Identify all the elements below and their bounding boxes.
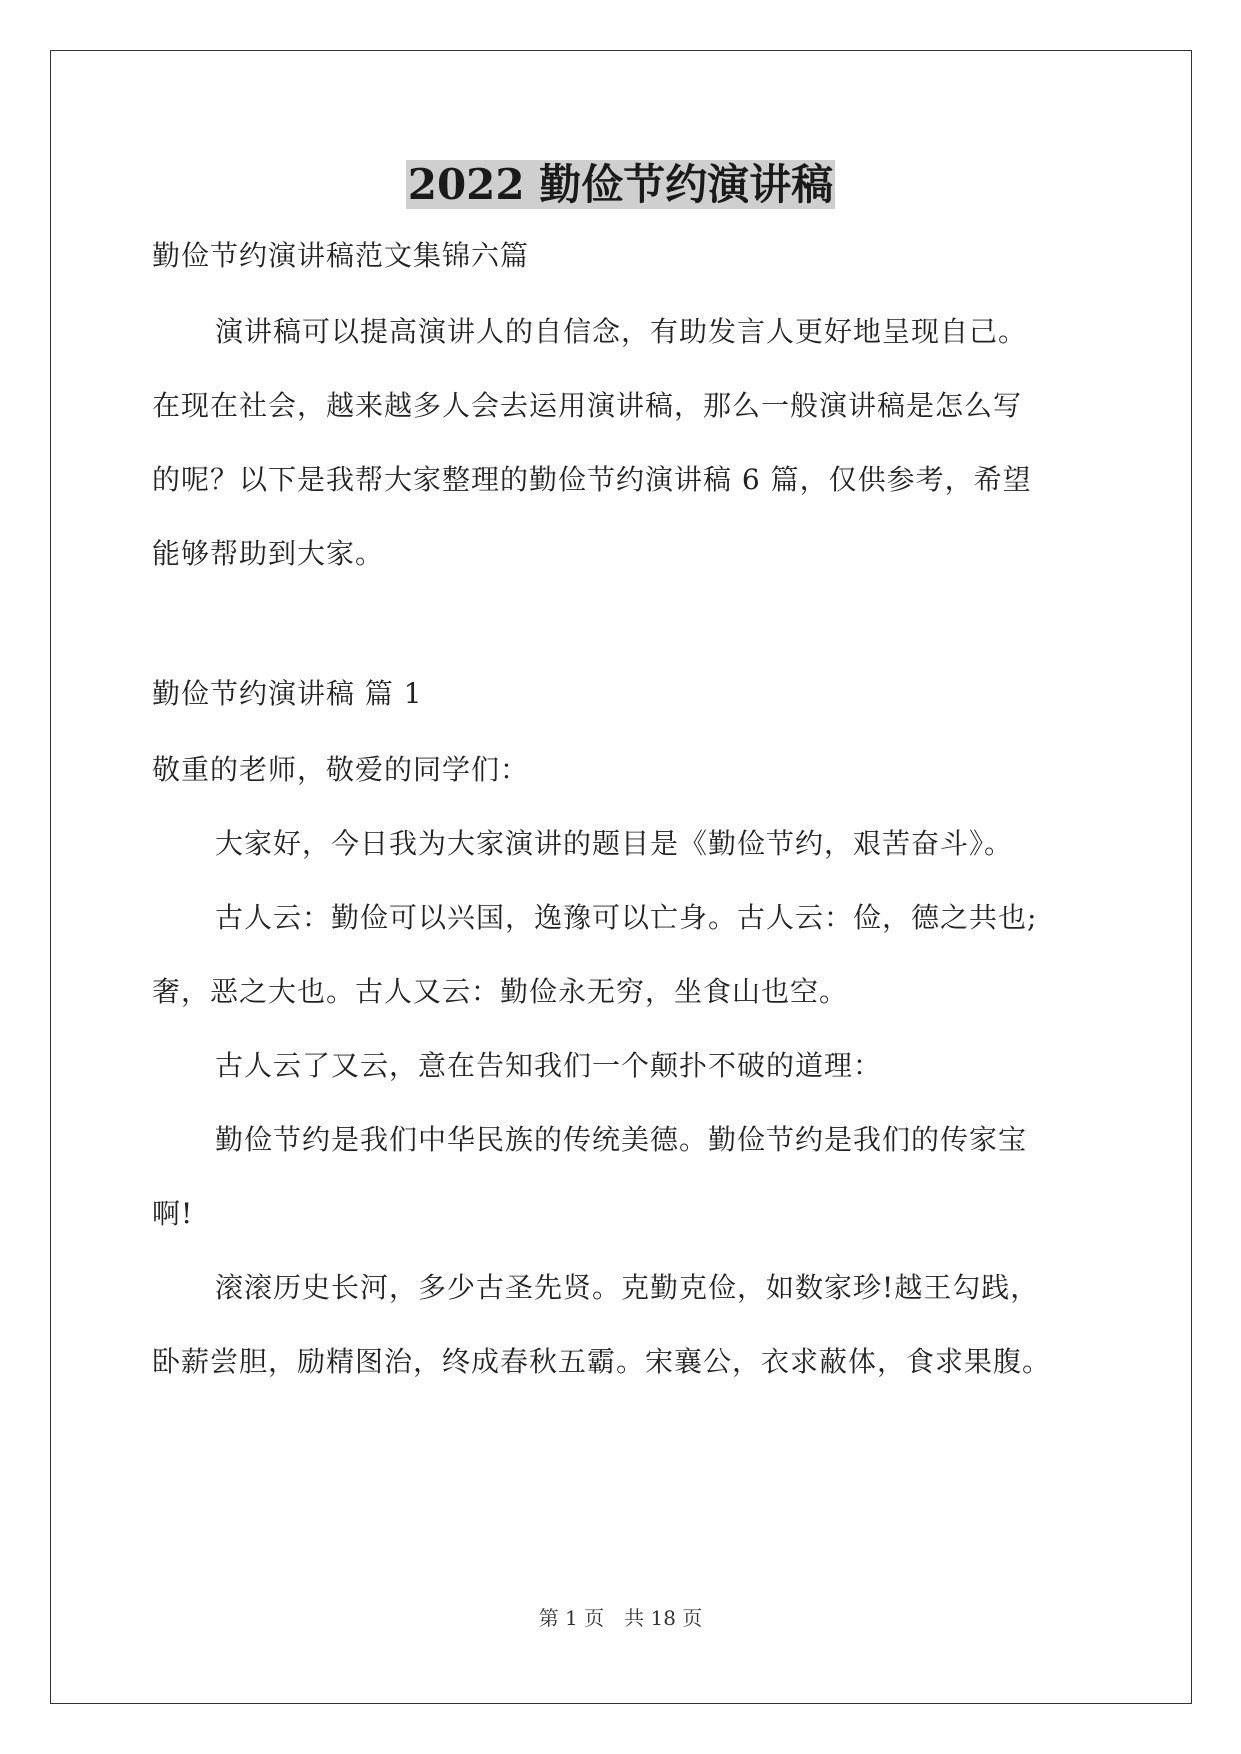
title-text: 2022 勤俭节约演讲稿	[407, 160, 834, 209]
paragraph-line: 的呢？以下是我帮大家整理的勤俭节约演讲稿 6 篇，仅供参考，希望	[152, 463, 1032, 496]
paragraph-line: 滚滚历史长河，多少古圣先贤。克勤克俭，如数家珍!越王勾践，	[215, 1271, 1040, 1304]
section-heading: 勤俭节约演讲稿 篇 1	[152, 677, 423, 710]
subtitle-line: 勤俭节约演讲稿范文集锦六篇	[152, 239, 530, 272]
paragraph-line: 能够帮助到大家。	[152, 537, 385, 570]
paragraph-line: 勤俭节约是我们中华民族的传统美德。勤俭节约是我们的传家宝	[215, 1123, 1028, 1156]
salutation-line: 敬重的老师，敬爱的同学们：	[152, 753, 530, 786]
paragraph-line: 啊!	[152, 1197, 194, 1230]
paragraph-line: 奢，恶之大也。古人又云：勤俭永无穷，坐食山也空。	[152, 975, 849, 1008]
page-number: 第 1 页 共 18 页	[538, 1606, 703, 1630]
paragraph-line: 古人云了又云，意在告知我们一个颠扑不破的道理：	[215, 1049, 883, 1082]
paragraph-line: 卧薪尝胆，励精图治，终成春秋五霸。宋襄公，衣求蔽体，食求果腹。	[152, 1345, 1052, 1378]
page-border	[50, 50, 1192, 1704]
paragraph-line: 演讲稿可以提高演讲人的自信念，有助发言人更好地呈现自己。	[215, 315, 1028, 348]
document-title	[0, 155, 1241, 215]
paragraph-line: 在现在社会，越来越多人会去运用演讲稿，那么一般演讲稿是怎么写	[152, 389, 1023, 422]
paragraph-line: 大家好，今日我为大家演讲的题目是《勤俭节约，艰苦奋斗》。	[215, 827, 1014, 860]
paragraph-line: 古人云：勤俭可以兴国，逸豫可以亡身。古人云：俭，德之共也;	[215, 901, 1038, 934]
